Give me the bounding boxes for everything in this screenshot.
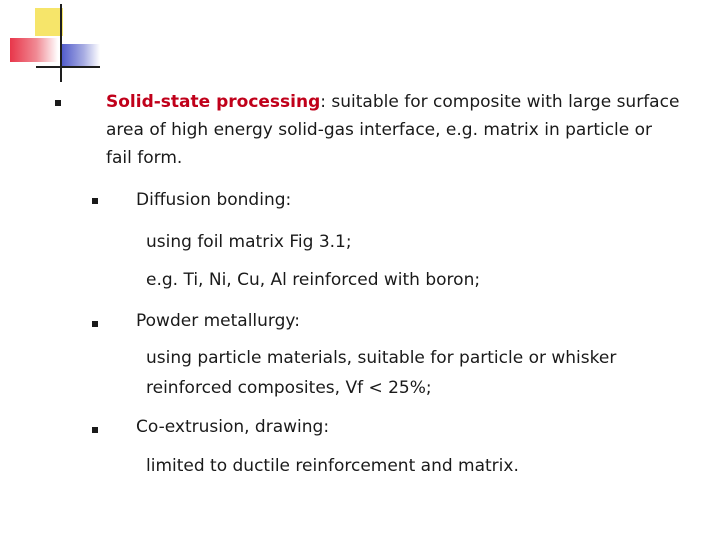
item-detail: using foil matrix Fig 3.1; — [146, 232, 352, 252]
bullet-icon — [55, 100, 61, 106]
item-heading: Diffusion bonding: — [136, 190, 292, 210]
lead-line-1: : suitable for composite with large surface — [320, 92, 680, 112]
item-detail: e.g. Ti, Ni, Cu, Al reinforced with boron; — [146, 270, 481, 290]
lead-paragraph — [106, 88, 679, 172]
corner-decoration-horizontal-line — [36, 66, 100, 68]
item-heading: Powder metallurgy: — [136, 311, 300, 331]
item-detail: reinforced composites, Vf < 25%; — [146, 378, 432, 398]
item-heading: Co-extrusion, drawing: — [136, 417, 330, 437]
bullet-icon — [92, 321, 98, 327]
corner-decoration-vertical-line — [60, 4, 62, 82]
bullet-icon — [92, 427, 98, 433]
bullet-icon — [92, 198, 98, 204]
item-detail: limited to ductile reinforcement and matrix. — [146, 456, 519, 476]
corner-decoration-yellow — [35, 8, 63, 36]
item-detail: using particle materials, suitable for particle or whisker — [146, 348, 617, 368]
corner-decoration-red — [10, 38, 58, 62]
lead-highlight: Solid-state processing — [106, 92, 321, 112]
corner-decoration-blue — [60, 44, 100, 66]
lead-line-3: fail form. — [106, 148, 183, 168]
lead-line-2: area of high energy solid-gas interface, e.g. matrix in particle or — [106, 120, 653, 140]
